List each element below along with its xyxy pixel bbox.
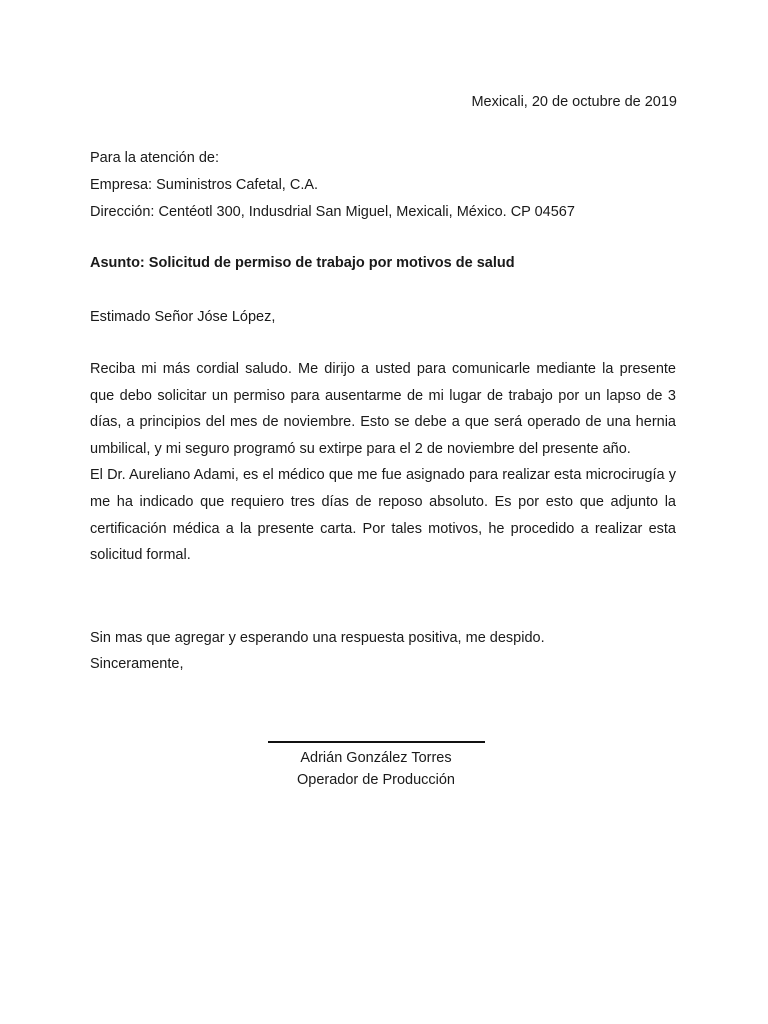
signature-block	[226, 747, 526, 791]
signer-title: Operador de Producción	[297, 772, 455, 788]
body-paragraph-1: Reciba mi más cordial saludo. Me dirijo a usted para comunicarle mediante la presente que debo solicitar un permiso para ausentarme de mi lugar de trabajo por un lapso de 3 días, a principios del mes de noviembre. Esto se debe a que será operado de una hernia umbilical, y mi seguro programó su extirpe para el 2 de noviembre del presente año.	[90, 361, 676, 457]
signature-line	[268, 741, 485, 743]
body-paragraph-2: El Dr. Aureliano Adami, es el médico que me fue asignado para realizar esta microcirugía y me ha indicado que requiero tres días de reposo absoluto. Es por esto que adjunto la certificación médica a la presente carta. Por tales motivos, he procedido a realizar esta solicitud formal.	[90, 467, 676, 564]
sign-off: Sinceramente,	[90, 656, 184, 672]
letter-body	[90, 356, 676, 569]
closing-block	[90, 625, 545, 677]
company-line: Empresa: Suministros Cafetal, C.A.	[90, 177, 319, 193]
attention-line: Para la atención de:	[90, 150, 219, 166]
address-line: Dirección: Centéotl 300, Indusdrial San Miguel, Mexicali, México. CP 04567	[90, 204, 575, 220]
subject-line: Asunto: Solicitud de permiso de trabajo por motivos de salud	[90, 255, 515, 271]
closing-line: Sin mas que agregar y esperando una respuesta positiva, me despido.	[90, 630, 545, 646]
letter-date: Mexicali, 20 de octubre de 2019	[471, 94, 677, 110]
greeting: Estimado Señor Jóse López,	[90, 309, 276, 325]
recipient-block	[90, 145, 690, 226]
signer-name: Adrián González Torres	[300, 750, 452, 766]
